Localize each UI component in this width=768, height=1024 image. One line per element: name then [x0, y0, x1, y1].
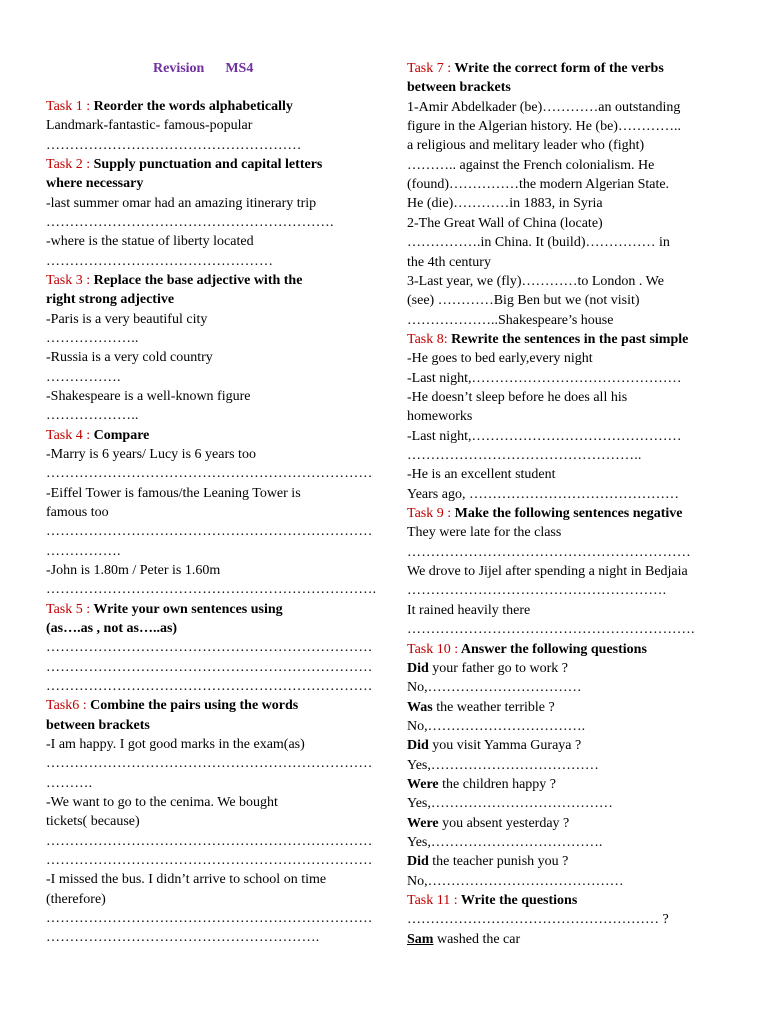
task-title: Reorder the words alphabetically: [90, 99, 293, 114]
question-line: [407, 852, 568, 871]
task-label: Task 1 :: [46, 99, 91, 114]
answer-blank: ………………………………………………….: [46, 930, 320, 946]
text-line: No,…………………………….: [407, 718, 586, 734]
task-label: Task 8:: [407, 331, 448, 347]
question-text: your father go to work ?: [428, 660, 568, 676]
answer-blank: …………………………………………………………….: [46, 582, 377, 598]
text-line: -I missed the bus. I didn’t arrive to school on time: [46, 872, 327, 888]
text-line: No,……………………………………: [407, 873, 624, 889]
task-title: Compare: [90, 427, 150, 443]
text-line: figure in the Algerian history. He (be)…………..: [407, 119, 681, 135]
answer-blank: …………….: [46, 369, 121, 385]
task-title: Answer the following questions: [458, 641, 647, 657]
answer-blank: …………………………………………: [46, 253, 274, 269]
text-line: He (die)…………in 1883, in Syria: [407, 196, 603, 212]
text-line: the 4th century: [407, 254, 491, 270]
answer-blank: ……….: [46, 775, 93, 791]
text-line: -Eiffel Tower is famous/the Leaning Tower is: [46, 485, 301, 501]
text-line: Yes,……………………………….: [407, 835, 603, 850]
answer-blank: ……………………………………………………………: [46, 756, 373, 772]
question-keyword: Did: [407, 660, 429, 676]
task-label: Task 3 :: [46, 272, 91, 288]
answer-blank: ……………………………………………………………: [46, 466, 373, 482]
text-line: (see) …………Big Ben but we (not visit): [407, 293, 640, 309]
text-line: -John is 1.80m / Peter is 1.60m: [46, 562, 221, 578]
task-title: Combine the pairs using the words: [86, 698, 299, 714]
task-label: Task6 :: [46, 698, 87, 714]
text-line: (as….as , not as…..as): [46, 620, 178, 636]
question-line: [407, 698, 555, 717]
answer-blank: …………………………………………………….: [46, 214, 334, 230]
text-line: It rained heavily there: [407, 602, 531, 618]
question-keyword: Did: [407, 738, 429, 754]
question-line: [407, 659, 568, 678]
question-text: washed the car: [433, 931, 521, 947]
task-label: Task 5 :: [46, 601, 91, 617]
question-text: the children happy ?: [438, 776, 557, 792]
text-line: tickets( because): [46, 814, 140, 830]
text-line: (found)……………the modern Algerian State.: [407, 177, 670, 193]
text-line: -Last night,………………………………………: [407, 428, 682, 444]
task-title: Replace the base adjective with the: [90, 272, 303, 288]
question-text: you visit Yamma Guraya ?: [428, 738, 582, 754]
task-title: Supply punctuation and capital letters: [90, 156, 323, 172]
answer-blank: ……………………………………………………………: [46, 640, 373, 656]
text-line: -I am happy. I got good marks in the exam(as): [46, 736, 305, 752]
task-title: Write the questions: [457, 893, 578, 909]
text-line: -Marry is 6 years/ Lucy is 6 years too: [46, 446, 256, 462]
question-keyword: Were: [407, 815, 439, 831]
task-title: Rewrite the sentences in the past simple: [447, 331, 689, 347]
question-line: [407, 736, 581, 755]
answer-blank: ……………………………………………….: [407, 583, 667, 599]
text-line: No,……………………………: [407, 680, 582, 696]
answer-blank: ……………………………………………………………: [46, 910, 373, 926]
text-line: ……………………………………………… ?: [407, 912, 669, 928]
question-line: [407, 775, 556, 794]
text-line: Landmark-fantastic- famous-popular: [46, 118, 253, 134]
task-heading: [46, 271, 302, 290]
question-keyword: Was: [407, 699, 433, 715]
answer-blank: ……………………………………………………………: [46, 852, 373, 868]
task-heading: [407, 330, 688, 349]
text-line: ………………..Shakespeare’s house: [407, 312, 614, 328]
task-heading: [46, 97, 293, 116]
question-text: the weather terrible ?: [432, 699, 555, 715]
text-line: -last summer omar had an amazing itinerary trip: [46, 195, 317, 211]
text-line: famous too: [46, 504, 109, 520]
task-label: Task 7 :: [407, 61, 452, 76]
task-heading: [46, 155, 322, 174]
text-line: where necessary: [46, 176, 144, 192]
text-line: -He goes to bed early,every night: [407, 351, 593, 367]
question-keyword: Did: [407, 854, 429, 870]
answer-blank: …………….: [46, 543, 121, 559]
text-line: between brackets: [46, 717, 150, 733]
answer-blank: …………………………………………..: [407, 448, 642, 463]
answer-blank: ………………..: [46, 408, 139, 424]
text-line: a religious and melitary leader who (fight): [407, 138, 645, 154]
question-text: you absent yesterday ?: [438, 815, 570, 831]
question-line: [407, 930, 520, 949]
question-line: [407, 814, 569, 833]
question-keyword: Were: [407, 776, 439, 792]
text-line: 1-Amir Abdelkader (be)…………an outstanding: [407, 99, 681, 115]
question-text: the teacher punish you ?: [428, 854, 569, 870]
text-line: -He doesn’t sleep before he does all his: [407, 389, 628, 405]
text-line: …………….in China. It (build)…………… in: [407, 235, 670, 251]
task-heading: [407, 504, 683, 523]
task-heading: [46, 426, 149, 445]
task-label: Task 11 :: [407, 893, 458, 909]
answer-blank: ……………………………………………………………: [46, 833, 373, 849]
text-line: -He is an excellent student: [407, 467, 556, 483]
text-line: Years ago, ………………………………………: [407, 486, 679, 502]
answer-blank: ……………………………………………………………: [46, 678, 373, 694]
text-line: -We want to go to the cenima. We bought: [46, 794, 278, 810]
text-line: They were late for the class: [407, 525, 562, 541]
text-line: right strong adjective: [46, 292, 175, 308]
task-title: Make the following sentences negative: [451, 506, 683, 522]
text-line: between brackets: [407, 80, 511, 96]
task-title: Write your own sentences using: [90, 601, 283, 617]
text-line: Yes,………………………………: [407, 757, 599, 773]
task-label: Task 10 :: [407, 641, 459, 657]
worksheet-title: [153, 59, 253, 78]
task-heading: [407, 640, 647, 659]
answer-blank: ……………………………………………………………: [46, 524, 373, 540]
text-line: (therefore): [46, 891, 106, 907]
text-line: homeworks: [407, 409, 473, 425]
task-title: Write the correct form of the verbs: [451, 61, 664, 76]
task-heading: [46, 600, 283, 619]
task-heading: [46, 696, 298, 715]
text-line: -Shakespeare is a well-known figure: [46, 388, 251, 404]
answer-blank: ……………………………………………………: [407, 544, 691, 560]
question-keyword: Sam: [407, 931, 434, 947]
text-line: 3-Last year, we (fly)…………to London . We: [407, 273, 664, 289]
text-line: ……….. against the French colonialism. He: [407, 157, 655, 173]
answer-blank: ………………..: [46, 330, 139, 346]
text-line: Yes,…………………………………: [407, 796, 613, 812]
text-line: -where is the statue of liberty located: [46, 234, 254, 250]
answer-blank: …………………………………………………….: [407, 622, 695, 638]
text-line: 2-The Great Wall of China (locate): [407, 215, 603, 231]
text-line: -Paris is a very beautiful city: [46, 311, 208, 327]
text-line: -Russia is a very cold country: [46, 350, 213, 366]
text-line: We drove to Jijel after spending a night in Bedjaia: [407, 564, 688, 580]
title-text: Revision: [153, 61, 205, 76]
task-heading: [407, 891, 577, 910]
answer-blank: ………………………………………………: [46, 137, 302, 153]
task-label: Task 9 :: [407, 506, 452, 522]
answer-blank: ……………………………………………………………: [46, 659, 373, 675]
task-label: Task 4 :: [46, 427, 91, 443]
task-heading: [407, 59, 664, 78]
text-line: -Last night,………………………………………: [407, 370, 682, 386]
title-level: MS4: [225, 61, 254, 76]
task-label: Task 2 :: [46, 156, 91, 172]
